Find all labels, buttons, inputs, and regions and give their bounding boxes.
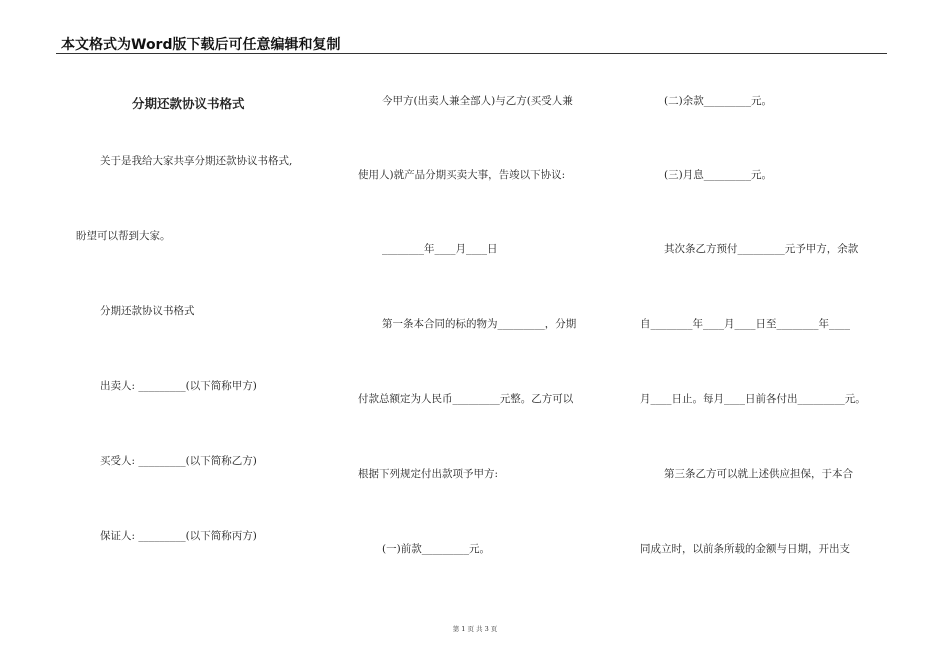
col2-line-1: 今甲方(出卖人兼全部人)与乙方(买受人兼	[382, 95, 573, 107]
col3-line-5: 月____日止。每月____日前各付出_________元。	[640, 393, 866, 405]
col3-line-4: 自________年____月____日至________年____	[640, 318, 850, 330]
subheading: 分期还款协议书格式	[100, 305, 195, 317]
col3-line-2: (三)月息_________元。	[664, 169, 772, 181]
col3-line-1: (二)余款_________元。	[664, 95, 772, 107]
guarantor-line: 保证人: _________(以下简称丙方)	[100, 530, 257, 542]
document-header: 本文格式为Word版下载后可任意编辑和复制	[61, 37, 341, 53]
col2-line-3: 第一条本合同的标的物为_________，分期	[382, 318, 577, 330]
seller-line: 出卖人: _________(以下简称甲方)	[100, 380, 257, 392]
col3-line-7: 同成立时，以前条所载的金额与日期，开出支	[640, 543, 850, 555]
intro-line-2: 盼望可以帮到大家。	[76, 230, 171, 242]
document-title: 分期还款协议书格式	[132, 96, 245, 111]
col2-date-line: ________年____月____日	[382, 243, 498, 255]
intro-line-1: 关于是我给大家共享分期还款协议书格式,	[100, 155, 293, 167]
page-number: 第 1 页 共 3 页	[452, 625, 498, 633]
col2-line-5: 根据下列规定付出款项予甲方:	[358, 468, 499, 480]
header-divider	[56, 53, 887, 54]
col2-line-6: (一)前款_________元。	[382, 543, 490, 555]
col2-line-4: 付款总额定为人民币_________元整。乙方可以	[358, 393, 574, 405]
col2-line-2: 使用人)就产品分期买卖大事，告竣以下协议:	[358, 169, 566, 181]
buyer-line: 买受人: _________(以下简称乙方)	[100, 455, 257, 467]
col3-line-3: 其次条乙方预付_________元予甲方，余款	[664, 243, 859, 255]
col3-line-6: 第三条乙方可以就上述供应担保，于本合	[664, 468, 853, 480]
